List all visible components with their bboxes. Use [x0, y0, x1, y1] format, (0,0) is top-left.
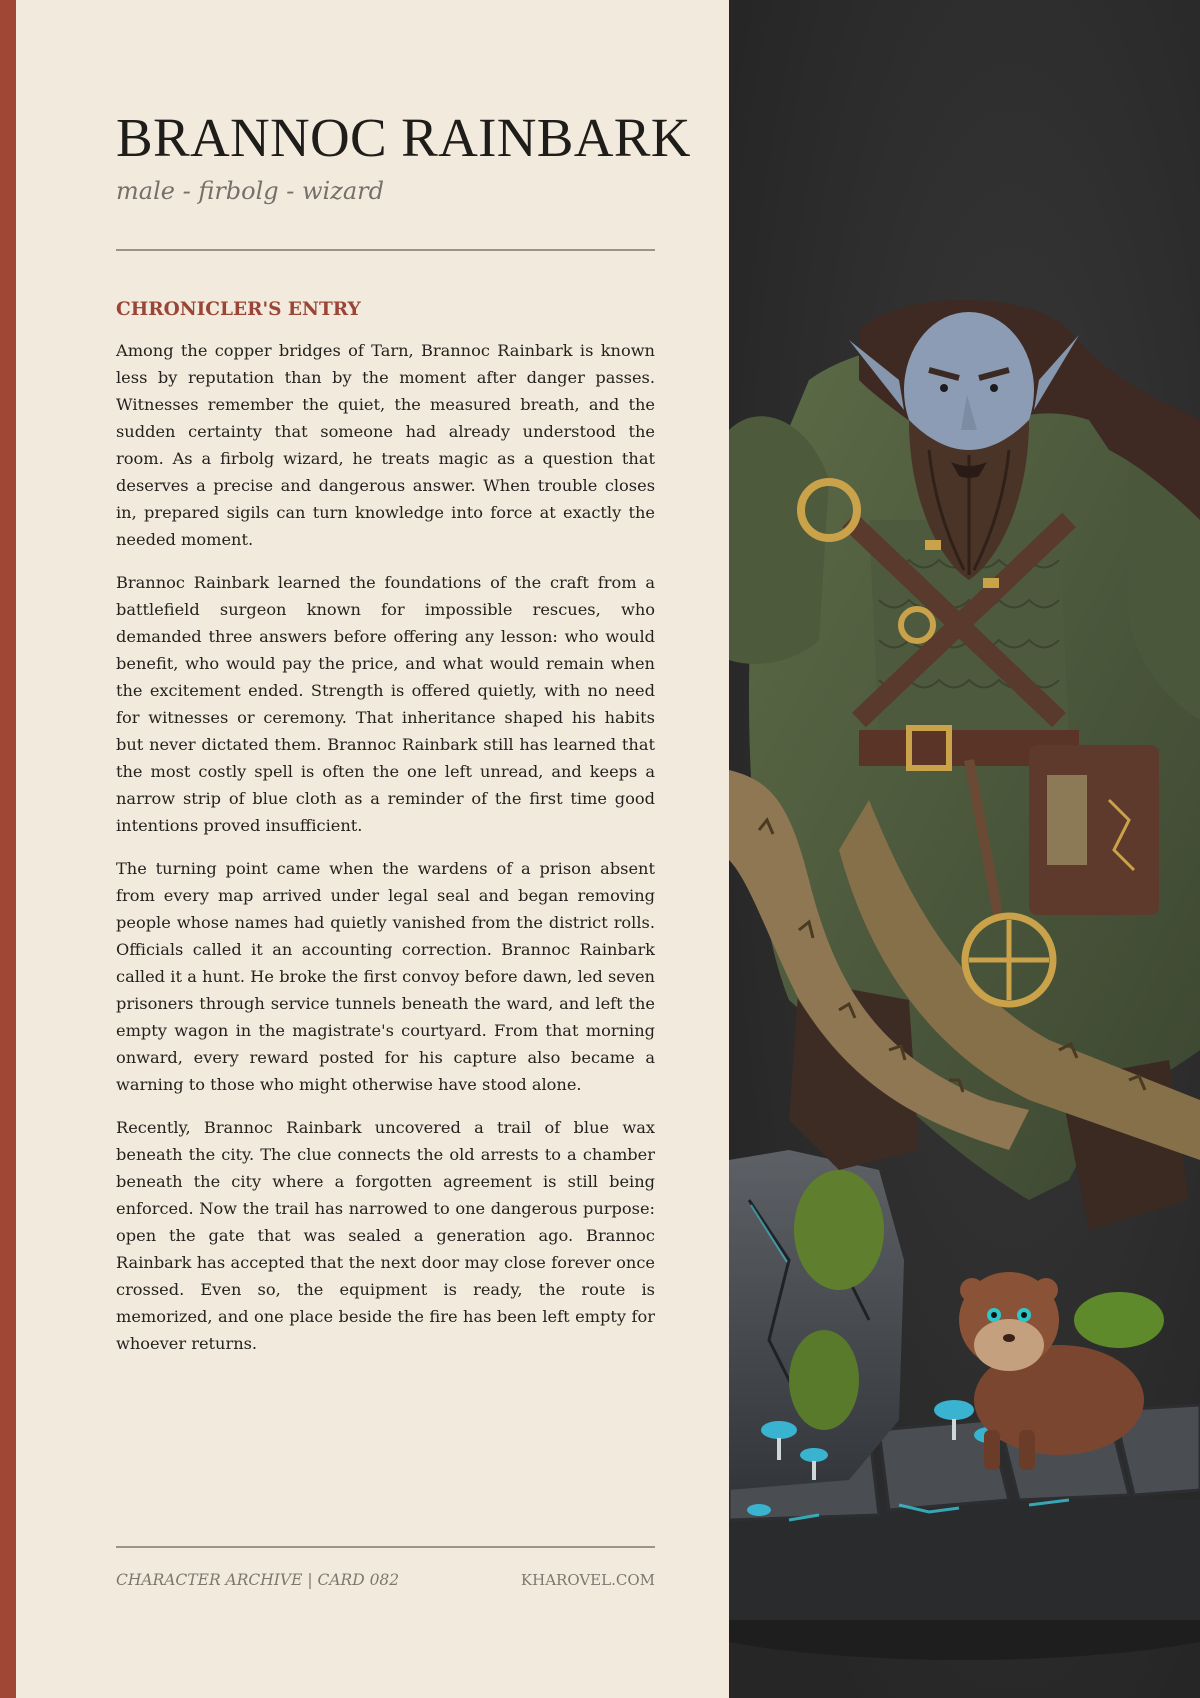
character-card-text-panel — [16, 0, 729, 1698]
entry-paragraph-1: Among the copper bridges of Tarn, Brannoc Rainbark is known less by reputation than by the moment after danger passes. Witnesses remember the quiet, the measured breath, and the sudden certainty that someone had already understood the room. As a firbolg wizard, he treats magic as a question that deserves a precise and dangerous answer. When trouble closes in, prepared sigils can turn knowledge into force at exactly the needed moment. — [116, 341, 655, 549]
character-descriptor: male - firbolg - wizard — [116, 177, 385, 205]
divider-bottom — [116, 1546, 655, 1548]
character-name: BRANNOC RAINBARK — [116, 107, 691, 168]
chronicler-entry-body — [116, 337, 655, 1373]
miniature-illustration — [729, 0, 1200, 1698]
entry-paragraph-4: Recently, Brannoc Rainbark uncovered a trail of blue wax beneath the city. The clue connects the old arrests to a chamber beneath the city where a forgotten agreement is still being enforced. Now the trail has narrowed to one dangerous purpose: open the gate that was sealed a generation ago. Brannoc Rainbark has accepted that the next door may close forever once crossed. Even so, the equipment is ready, the route is memorized, and one place beside the fire has been left empty for whoever returns. — [116, 1118, 655, 1353]
footer-archive-label: CHARACTER ARCHIVE | CARD 082 — [116, 1571, 400, 1589]
entry-paragraph-3: The turning point came when the wardens of a prison absent from every map arrived under legal seal and began removing people whose names had quietly vanished from the district rolls. Officials called it an accounting correction. Brannoc Rainbark called it a hunt. He broke the first convoy before dawn, led seven prisoners through service tunnels beneath the ward, and left the empty wagon in the magistrate's courtyard. From that morning onward, every reward posted for his capture also became a warning to those who might otherwise have stood alone. — [116, 859, 655, 1094]
accent-bar — [0, 0, 16, 1698]
entry-paragraph-2: Brannoc Rainbark learned the foundations of the craft from a battlefield surgeon known for impossible rescues, who demanded three answers before offering any lesson: who would benefit, who would pay the price, and what would remain when the excitement ended. Strength is offered quietly, with no need for witnesses or ceremony. That inheritance shaped his habits but never dictated them. Brannoc Rainbark still has learned that the most costly spell is often the one left unread, and keeps a narrow strip of blue cloth as a reminder of the first time good intentions proved insufficient. — [116, 573, 655, 835]
divider-top — [116, 249, 655, 251]
character-portrait-image — [729, 0, 1200, 1698]
section-heading-chronicler: CHRONICLER'S ENTRY — [116, 299, 361, 320]
footer-site-link[interactable]: KHAROVEL.COM — [520, 1571, 655, 1589]
